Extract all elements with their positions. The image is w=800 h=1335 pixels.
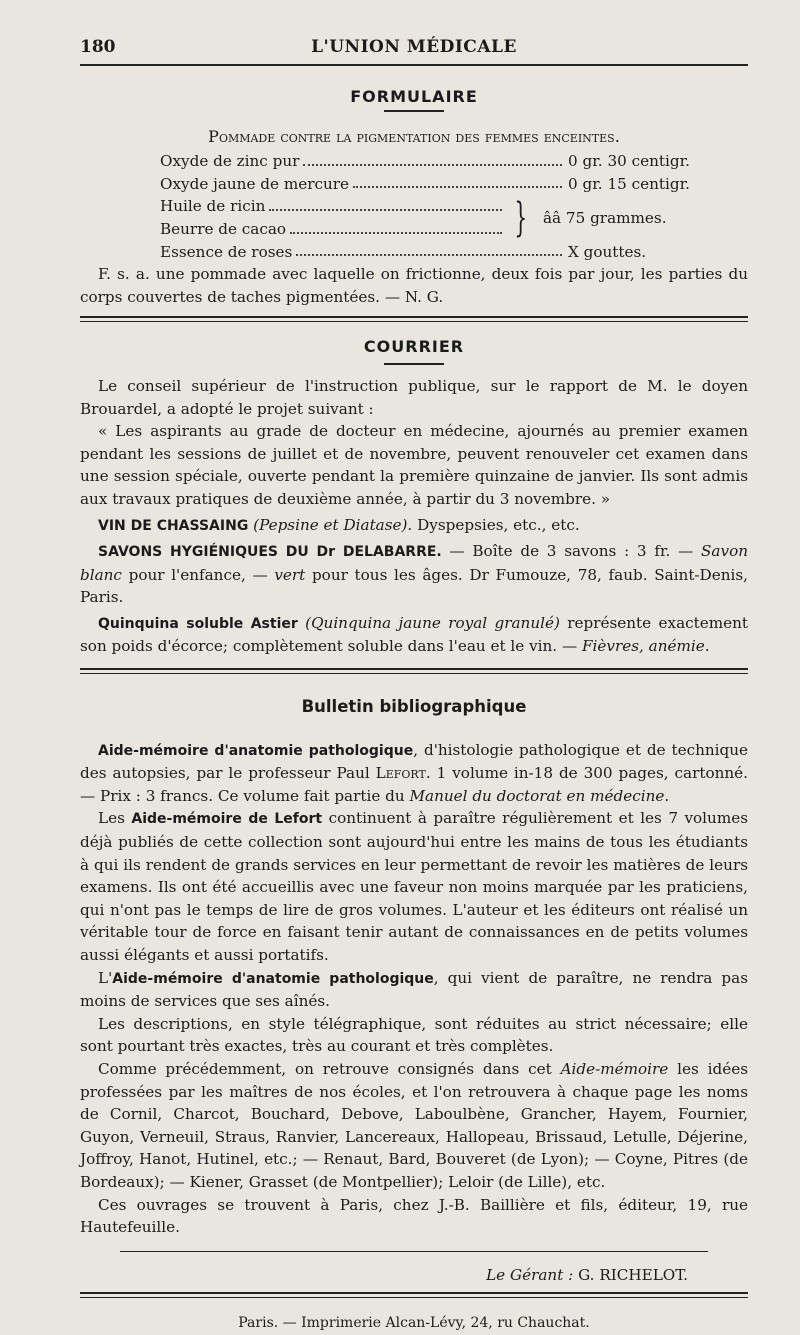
ad-detail: Fièvres, anémie.	[581, 637, 710, 656]
ad-chassaing	[80, 514, 748, 538]
ad-text: Dyspepsies, etc., etc.	[412, 515, 580, 534]
ad-name: Quinquina soluble Astier	[98, 615, 298, 632]
book-title: Aide-mémoire	[560, 1059, 669, 1078]
page-number: 180	[80, 37, 116, 57]
ingredient-dose: 0 gr. 15 centigr.	[568, 174, 690, 193]
bulletin-paragraph: Les Aide-mémoire de Lefort continuent à paraître régulièrement et les 7 volumes déjà publiés de cette collection sont aujourd'hui entre les mains de tous les étudiants à qui ils rendent de grands services en leur permettant de revoir les matières de leurs examens. Ils ont été accueillis avec une faveur non moins marquée par les praticiens, qui n'ont pas le temps de lire de gros volumes. L'auteur et les éditeurs ont réalisé un véritable tour de force en faisant tenir autant de connaissances en de petits volumes aussi élégants et aussi portatifs.	[80, 809, 749, 964]
grouped-ingredients	[160, 195, 698, 240]
ingredient-row	[160, 195, 508, 218]
bulletin-paragraph: Comme précédemment, on retrouve consignés dans cet Aide-mémoire les idées professées par les maîtres de nos écoles, et l'on retrouvera à chaque page les noms de Cornil, Charcot, Bouchard, Debove, Laboulbène, Grancher, Hayem, Fournier, Guyon, Verneuil, Straus, Ranvier, Lancereaux, Hallopeau, Brissaud, Letulle, Déjerine, Joffroy, Hanot, Hutinel, etc.; — Renaut, Bard, Bouveret (de Lyon); — Coyne, Pitres (de Bordeaux); — Kiener, Grasset (de Montpellier); Leloir (de Lille), etc.	[80, 1059, 748, 1191]
ingredient-row	[160, 241, 698, 264]
formulaire-divider	[384, 110, 444, 112]
recipe-instructions: F. s. a. une pommade avec laquelle on frictionne, deux fois par jour, les parties du corps couvertes de taches pigmentées. — N. G.	[80, 265, 748, 306]
ad-text: représente exactement son poids d'écorce; complètement soluble dans l'eau et le vin. —	[80, 613, 748, 656]
ad-detail: vert	[274, 565, 306, 584]
signature-name: G. RICHELOT.	[573, 1265, 688, 1284]
dot-leader	[269, 195, 501, 211]
courrier-paragraph: Le conseil supérieur de l'instruction publique, sur le rapport de M. le doyen Brouardel, a adopté le projet suivant :	[80, 376, 748, 418]
printer-imprint: Paris. — Imprimerie Alcan-Lévy, 24, ru Chauchat.	[238, 1315, 590, 1332]
ad-astier	[80, 612, 748, 658]
book-title: Aide-mémoire de Lefort	[131, 811, 323, 828]
ingredient-row	[160, 150, 698, 173]
ad-delabarre	[80, 540, 748, 609]
author-name: Lefort	[375, 764, 426, 783]
bulletin-paragraph: Les descriptions, en style télégraphique, sont réduites au strict nécessaire; elle sont pourtant très exactes, très au courant et très complètes.	[80, 1014, 748, 1056]
dot-leader	[353, 173, 562, 189]
dot-leader	[303, 150, 562, 166]
ingredient-dose: X gouttes.	[568, 242, 647, 261]
ingredient-row	[160, 173, 698, 196]
ingredient-name: Oxyde de zinc pur	[160, 152, 300, 171]
ingredient-name: Huile de ricin	[160, 197, 266, 216]
ad-detail: (Quinquina jaune royal granulé)	[305, 613, 560, 632]
courrier-heading: COURRIER	[363, 337, 465, 357]
signature	[80, 1264, 688, 1287]
dot-leader	[296, 241, 562, 257]
ad-text: — Boîte de 3 savons : 3 fr. —	[441, 542, 702, 561]
courrier-quote: « Les aspirants au grade de docteur en médecine, ajournés au premier examen pendant les sessions de juillet et de novembre, peuvent renouveler cet examen dans une session spéciale, ouverte pendant la première quinzaine de janvier. Ils sont admis aux travaux pratiques de deuxième année, à partir du 3 novembre. »	[80, 422, 748, 508]
header-rule	[80, 64, 748, 66]
series-title: Manuel du doctorat en médecine	[409, 786, 665, 805]
ad-name: VIN DE CHASSAING	[98, 517, 249, 534]
brace-icon: }	[513, 194, 527, 241]
ingredient-row	[160, 218, 508, 241]
bulletin-paragraph: L'Aide-mémoire d'anatomie pathologique, qui vient de paraître, ne rendra pas moins de services que ses aînés.	[80, 968, 748, 1011]
ingredient-name: Essence de roses	[160, 242, 293, 261]
recipe-title: Pommade contre la pigmentation des femmes enceintes.	[208, 126, 620, 146]
footer-double-rule	[80, 1292, 748, 1298]
bulletin-paragraph: Ces ouvrages se trouvent à Paris, chez J.-B. Baillière et fils, éditeur, 19, rue Hautefeuille.	[80, 1195, 748, 1237]
ingredient-name: Oxyde jaune de mercure	[160, 174, 349, 193]
journal-title: L'UNION MÉDICALE	[311, 37, 517, 57]
ad-detail: Savon blanc	[80, 542, 748, 584]
bulletin-heading: Bulletin bibliographique	[301, 697, 527, 717]
ad-name: SAVONS HYGIÉNIQUES DU Dr DELABARRE.	[98, 544, 442, 561]
book-title: Aide-mémoire d'anatomie pathologique	[112, 970, 434, 987]
ad-text: pour tous les âges. Dr Fumouze, 78, faub. Saint-Denis, Paris.	[80, 565, 748, 607]
courrier-divider	[384, 363, 444, 365]
section-rule	[80, 668, 748, 674]
ingredient-list	[160, 150, 698, 263]
book-title: Aide-mémoire d'anatomie pathologique	[98, 742, 414, 759]
ingredient-dose: ââ 75 grammes.	[543, 208, 667, 227]
footer-rule	[120, 1251, 708, 1252]
ad-detail: (Pepsine et Diatase).	[253, 515, 413, 534]
dot-leader	[290, 218, 501, 234]
formulaire-heading: FORMULAIRE	[350, 87, 478, 106]
ad-text: pour l'enfance, —	[121, 565, 275, 584]
section-rule	[80, 316, 748, 322]
ingredient-dose: 0 gr. 30 centigr.	[568, 152, 690, 171]
bulletin-paragraph: Aide-mémoire d'anatomie pathologique, d'histologie pathologique et de technique des autopsies, par le professeur Paul Lefort. 1 volume in-18 de 300 pages, cartonné. — Prix : 3 francs. Ce volume fait partie du Manuel du doctorat en médecine.	[80, 740, 749, 805]
signature-label: Le Gérant :	[486, 1265, 574, 1284]
ingredient-name: Beurre de cacao	[160, 219, 287, 238]
page-header	[80, 30, 748, 64]
